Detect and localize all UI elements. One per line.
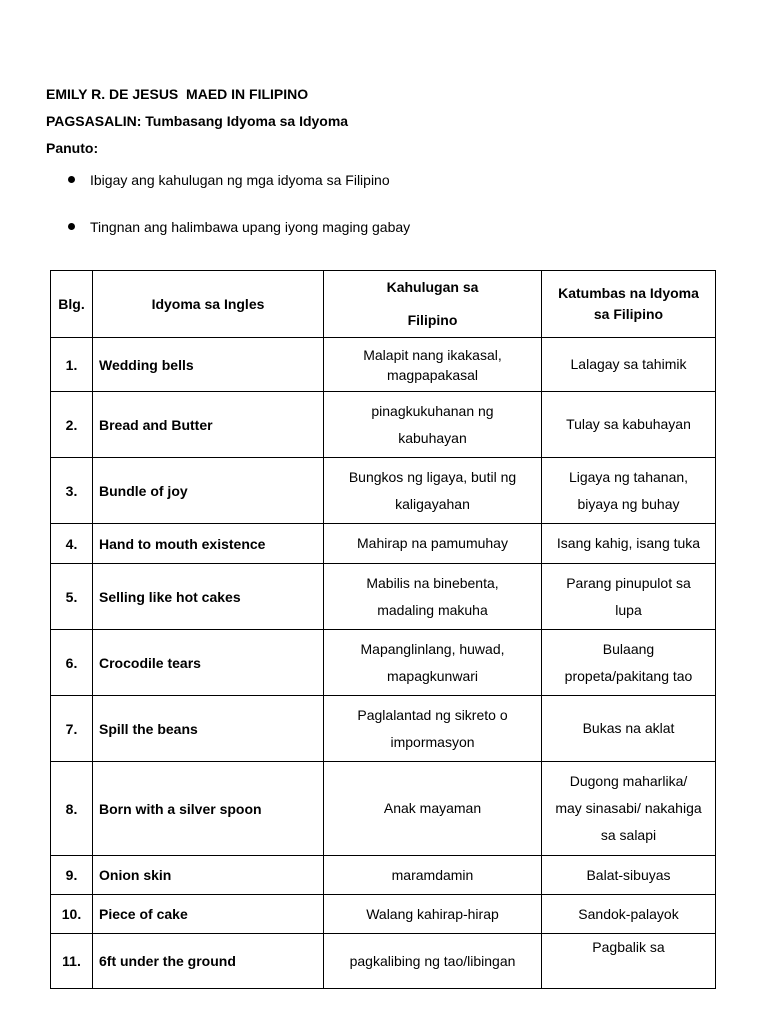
table-row	[51, 524, 716, 564]
table-header-row	[51, 271, 716, 338]
table-row	[51, 856, 716, 895]
row-meaning	[324, 696, 542, 762]
row-idiom: Spill the beans	[93, 696, 324, 762]
meaning-line: mapagkunwari	[386, 667, 479, 684]
instruction-text: Tingnan ang halimbawa upang iyong maging gabay	[90, 219, 411, 235]
table-row	[51, 696, 716, 762]
equivalent-line: sa salapi	[600, 827, 657, 843]
meaning-line: madaling makuha	[377, 601, 488, 618]
row-idiom: Born with a silver spoon	[93, 762, 324, 856]
equivalent-line: Balat-sibuyas	[586, 866, 671, 883]
equivalent-line: Bulaang	[602, 640, 655, 657]
instructions-label: Panuto:	[46, 140, 99, 156]
row-number: 9.	[51, 856, 93, 895]
bullet-icon	[68, 176, 75, 183]
equivalent-line: Sandok-palayok	[578, 905, 679, 922]
equivalent-line: Pagbalik sa	[592, 939, 665, 955]
row-idiom: Crocodile tears	[93, 630, 324, 696]
row-idiom: Selling like hot cakes	[93, 564, 324, 630]
document-header	[46, 81, 348, 162]
row-equivalent	[542, 564, 716, 630]
row-equivalent	[542, 895, 716, 934]
equivalent-line: Ligaya ng tahanan,	[568, 468, 689, 485]
row-number: 10.	[51, 895, 93, 934]
header-meaning-line: Kahulugan sa	[386, 279, 479, 295]
row-idiom: Piece of cake	[93, 895, 324, 934]
row-number: 2.	[51, 392, 93, 458]
table-row	[51, 762, 716, 856]
row-equivalent	[542, 856, 716, 895]
table-body	[51, 338, 716, 989]
meaning-line: kabuhayan	[398, 429, 467, 446]
meaning-line: magpapakasal	[386, 366, 479, 383]
meaning-line: kaligayahan	[395, 495, 470, 512]
row-equivalent	[542, 338, 716, 392]
equivalent-line: lupa	[615, 601, 642, 618]
row-number: 1.	[51, 338, 93, 392]
meaning-line: Mabilis na binebenta,	[366, 574, 499, 591]
row-equivalent	[542, 696, 716, 762]
meaning-line: Anak mayaman	[383, 800, 482, 816]
header-number: Blg.	[51, 271, 93, 338]
header-equivalent-line: Katumbas na Idyoma	[558, 285, 699, 301]
row-number: 3.	[51, 458, 93, 524]
equivalent-line: Bukas na aklat	[582, 720, 675, 736]
bullet-icon	[68, 223, 75, 230]
row-idiom: Bread and Butter	[93, 392, 324, 458]
row-equivalent	[542, 392, 716, 458]
meaning-line: maramdamin	[391, 866, 474, 883]
row-idiom: Wedding bells	[93, 338, 324, 392]
meaning-line: Walang kahirap-hirap	[366, 905, 499, 922]
table-row	[51, 630, 716, 696]
row-meaning	[324, 564, 542, 630]
meaning-line: Mahirap na pamumuhay	[357, 535, 508, 551]
meaning-line: Paglalantad ng sikreto o	[357, 706, 508, 723]
equivalent-line: Isang kahig, isang tuka	[556, 535, 701, 551]
row-meaning	[324, 762, 542, 856]
meaning-line: Mapanglinlang, huwad,	[360, 640, 505, 657]
row-meaning	[324, 895, 542, 934]
header-equivalent	[542, 271, 716, 338]
row-number: 7.	[51, 696, 93, 762]
row-meaning	[324, 630, 542, 696]
equivalent-line: Parang pinupulot sa	[566, 574, 691, 591]
meaning-line: pinagkukuhanan ng	[371, 402, 494, 419]
instruction-item	[68, 217, 410, 237]
meaning-line: Malapit nang ikakasal,	[363, 346, 502, 363]
row-number: 4.	[51, 524, 93, 564]
row-meaning	[324, 458, 542, 524]
row-meaning	[324, 392, 542, 458]
row-number: 6.	[51, 630, 93, 696]
row-number: 5.	[51, 564, 93, 630]
row-idiom: 6ft under the ground	[93, 934, 324, 989]
table-row	[51, 392, 716, 458]
equivalent-line: may sinasabi/ nakahiga	[555, 800, 702, 816]
row-equivalent	[542, 630, 716, 696]
meaning-line: pagkalibing ng tao/libingan	[349, 952, 516, 969]
instructions-list	[68, 170, 410, 264]
row-meaning	[324, 856, 542, 895]
row-equivalent	[542, 524, 716, 564]
equivalent-line: Dugong maharlika/	[569, 773, 688, 789]
idiom-table	[50, 270, 716, 989]
row-number: 8.	[51, 762, 93, 856]
table-row	[51, 564, 716, 630]
instruction-item	[68, 170, 410, 190]
instruction-text: Ibigay ang kahulugan ng mga idyoma sa Filipino	[90, 172, 390, 188]
equivalent-line: Lalagay sa tahimik	[570, 356, 687, 372]
row-idiom: Onion skin	[93, 856, 324, 895]
table-row	[51, 338, 716, 392]
header-equivalent-line: sa Filipino	[593, 306, 664, 322]
equivalent-line	[548, 961, 709, 988]
row-meaning	[324, 524, 542, 564]
row-meaning	[324, 338, 542, 392]
row-idiom: Hand to mouth existence	[93, 524, 324, 564]
row-meaning	[324, 934, 542, 989]
table-row	[51, 934, 716, 989]
meaning-line: impormasyon	[390, 733, 475, 750]
row-equivalent	[542, 458, 716, 524]
table-row	[51, 458, 716, 524]
row-number: 11.	[51, 934, 93, 989]
author-line: EMILY R. DE JESUS MAED IN FILIPINO	[46, 86, 309, 102]
meaning-line: Bungkos ng ligaya, butil ng	[348, 468, 517, 485]
header-meaning	[324, 271, 542, 338]
row-equivalent	[542, 762, 716, 856]
equivalent-line: biyaya ng buhay	[577, 495, 680, 512]
header-meaning-line: Filipino	[407, 312, 458, 328]
subject-line: PAGSASALIN: Tumbasang Idyoma sa Idyoma	[46, 113, 349, 129]
equivalent-line: Tulay sa kabuhayan	[566, 416, 691, 432]
table-row	[51, 895, 716, 934]
row-idiom: Bundle of joy	[93, 458, 324, 524]
row-equivalent	[542, 934, 716, 989]
equivalent-line: propeta/pakitang tao	[564, 667, 693, 684]
header-idiom: Idyoma sa Ingles	[93, 271, 324, 338]
